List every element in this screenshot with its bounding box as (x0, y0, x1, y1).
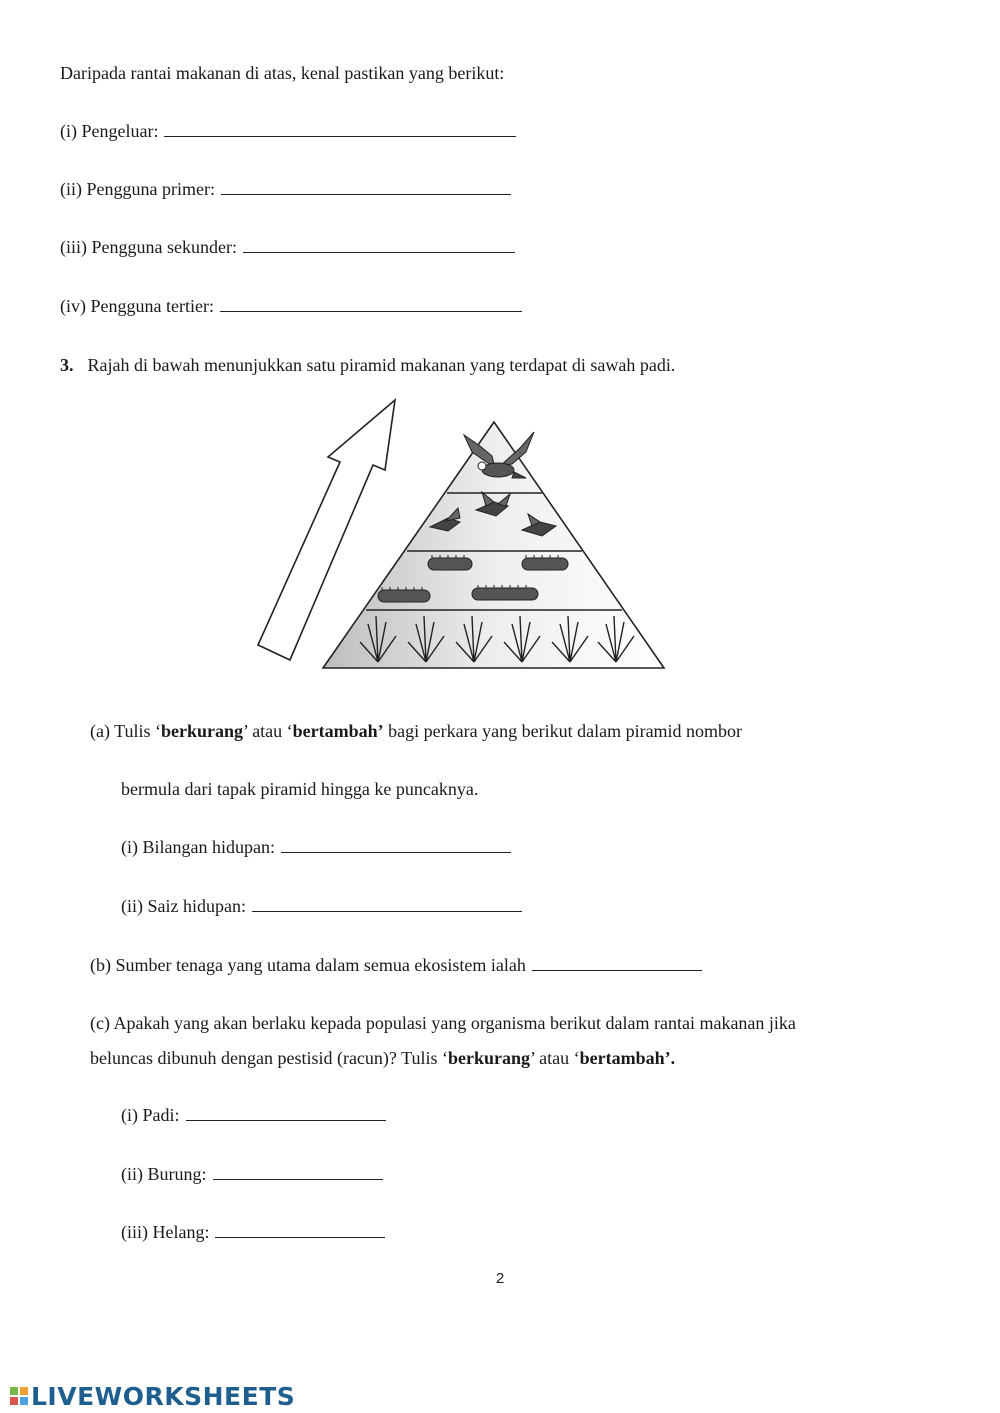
answer-blank-size[interactable] (252, 895, 522, 912)
part-b-text: (b) Sumber tenaga yang utama dalam semua ekosistem ialah (90, 955, 526, 975)
q2-item-secondary (60, 236, 515, 258)
answer-blank-secondary[interactable] (243, 236, 515, 253)
part-c-item-label: (iii) Helang: (121, 1222, 210, 1242)
food-pyramid-diagram (250, 390, 680, 680)
part-a-bold-berkurang: berkurang (161, 721, 244, 741)
q2-item-primary (60, 178, 511, 200)
q3-heading (60, 354, 675, 376)
logo-text: LIVEWORKSHEETS (31, 1381, 296, 1411)
part-c-item-padi (121, 1104, 386, 1126)
part-a-bold-bertambah: bertambah’ (292, 721, 384, 741)
intro-text: Daripada rantai makanan di atas, kenal pastikan yang berikut: (60, 63, 505, 83)
q2-item-label: (ii) Pengguna primer: (60, 179, 215, 199)
answer-blank-primary[interactable] (221, 178, 511, 195)
part-a-prefix: (a) Tulis ‘ (90, 721, 162, 741)
q3-number: 3. (60, 355, 74, 375)
part-a-item-label: (i) Bilangan hidupan: (121, 837, 275, 857)
part-c-item-burung (121, 1163, 383, 1185)
part-b-line (90, 954, 702, 976)
part-a-line2: bermula dari tapak piramid hingga ke puncaknya. (121, 779, 479, 799)
part-c-item-label: (ii) Burung: (121, 1164, 207, 1184)
part-a-item-size (121, 895, 522, 917)
part-a-mid: ’ atau ‘ (243, 721, 293, 741)
q2-item-label: (iii) Pengguna sekunder: (60, 237, 237, 257)
q2-item-producer (60, 120, 516, 142)
part-c-bold-bertambah: bertambah’. (579, 1048, 676, 1068)
part-c-mid: ’ atau ‘ (529, 1048, 580, 1068)
part-a-suffix: bagi perkara yang berikut dalam piramid nombor (383, 721, 743, 741)
answer-blank-tertiary[interactable] (220, 295, 522, 312)
answer-blank-energy[interactable] (532, 954, 702, 971)
part-c-item-label: (i) Padi: (121, 1105, 180, 1125)
part-c-line2 (90, 1047, 675, 1069)
part-a-line1 (90, 720, 742, 742)
q2-item-label: (iv) Pengguna tertier: (60, 296, 214, 316)
part-c-item-helang (121, 1221, 385, 1243)
q3-text: Rajah di bawah menunjukkan satu piramid makanan yang terdapat di sawah padi. (87, 355, 676, 375)
part-a-item-label: (ii) Saiz hidupan: (121, 896, 246, 916)
answer-blank-producer[interactable] (164, 120, 516, 137)
answer-blank-padi[interactable] (186, 1104, 386, 1121)
q2-item-label: (i) Pengeluar: (60, 121, 159, 141)
part-c-bold-berkurang: berkurang (447, 1048, 530, 1068)
logo-blocks-icon (10, 1387, 28, 1405)
q2-item-tertiary (60, 295, 522, 317)
answer-blank-count[interactable] (281, 836, 511, 853)
answer-blank-helang[interactable] (215, 1221, 385, 1238)
part-c-prefix: beluncas dibunuh dengan pestisid (racun)? Tulis ‘ (90, 1048, 448, 1068)
answer-blank-burung[interactable] (213, 1163, 383, 1180)
liveworksheets-logo[interactable] (10, 1380, 295, 1412)
part-a-item-count (121, 836, 511, 858)
part-c-line1: (c) Apakah yang akan berlaku kepada populasi yang organisma berikut dalam rantai makanan jika (90, 1013, 796, 1033)
page-number: 2 (495, 1270, 505, 1287)
